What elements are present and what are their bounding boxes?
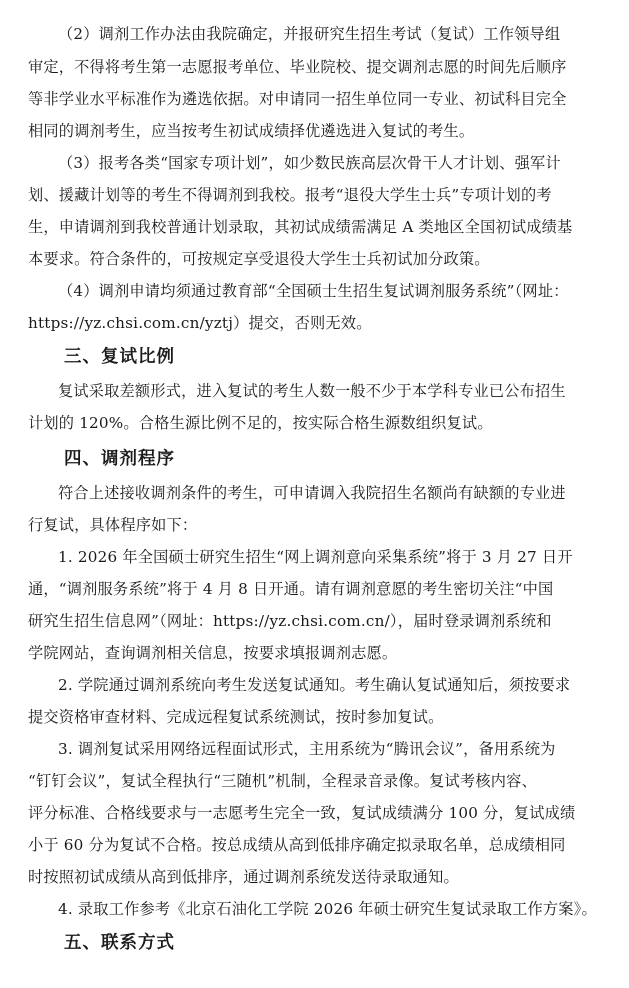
section-heading: 三、复试比例 [64, 347, 175, 367]
section-heading: 五、联系方式 [64, 933, 175, 953]
paragraph-line: 等非学业水平标准作为遴选依据。对申请同一招生单位同一专业、初试科目完全 [28, 90, 567, 108]
paragraph-line: 1. 2026 年全国硕士研究生招生“网上调剂意向采集系统”将于 3 月 27 日开 [58, 548, 573, 566]
paragraph-line: （2）调剂工作办法由我院确定，并报研究生招生考试（复试）工作领导组 [58, 25, 561, 43]
paragraph-line: 本要求。符合条件的，可按规定享受退役大学生士兵初试加分政策。 [28, 250, 490, 268]
paragraph-line: “钉钉会议”，复试全程执行“三随机”机制，全程录音录像。复试考核内容、 [28, 772, 537, 790]
paragraph-line: 划、援藏计划等的考生不得调剂到我校。报考“退役大学生士兵”专项计划的考 [28, 186, 552, 204]
paragraph-line: 评分标准、合格线要求与一志愿考生完全一致，复试成绩满分 100 分，复试成绩 [28, 804, 576, 822]
paragraph-line: （4）调剂申请均须通过教育部“全国硕士生招生复试调剂服务系统”（网址： [58, 282, 569, 300]
paragraph-line: 相同的调剂考生，应当按考生初试成绩择优遴选进入复试的考生。 [28, 122, 475, 140]
section-heading: 四、调剂程序 [64, 449, 175, 469]
paragraph-line: 符合上述接收调剂条件的考生，可申请调入我院招生名额尚有缺额的专业进 [58, 484, 566, 502]
paragraph-line: 3. 调剂复试采用网络远程面试形式，主用系统为“腾讯会议”，备用系统为 [58, 740, 556, 758]
paragraph-line: 生，申请调剂到我校普通计划录取，其初试成绩需满足 A 类地区全国初试成绩基 [28, 218, 573, 236]
paragraph-line: 提交资格审查材料、完成远程复试系统测试，按时参加复试。 [28, 708, 444, 726]
paragraph-line: 4. 录取工作参考《北京石油化工学院 2026 年硕士研究生复试录取工作方案》。 [58, 900, 597, 918]
paragraph-line: 研究生招生信息网”（网址：https://yz.chsi.com.cn/），届时登录调剂系统和 [28, 612, 552, 630]
paragraph-line: 复试采取差额形式，进入复试的考生人数一般不少于本学科专业已公布招生 [58, 382, 566, 400]
paragraph-line: 学院网站，查询调剂相关信息，按要求填报调剂志愿。 [28, 644, 398, 662]
paragraph-line: 审定，不得将考生第一志愿报考单位、毕业院校、提交调剂志愿的时间先后顺序 [28, 58, 567, 76]
paragraph-line: 2. 学院通过调剂系统向考生发送复试通知。考生确认复试通知后，须按要求 [58, 676, 571, 694]
paragraph-line: 计划的 120%。合格生源比例不足的，按实际合格生源数组织复试。 [28, 414, 493, 432]
paragraph-line: 时按照初试成绩从高到低排序，通过调剂系统发送待录取通知。 [28, 868, 459, 886]
paragraph-line: https://yz.chsi.com.cn/yztj）提交，否则无效。 [28, 314, 372, 332]
paragraph-line: （3）报考各类“国家专项计划”，如少数民族高层次骨干人才计划、强军计 [58, 154, 561, 172]
paragraph-line: 小于 60 分为复试不合格。按总成绩从高到低排序确定拟录取名单，总成绩相同 [28, 836, 566, 854]
paragraph-line: 行复试，具体程序如下： [28, 516, 198, 534]
paragraph-line: 通，“调剂服务系统”将于 4 月 8 日开通。请有调剂意愿的考生密切关注“中国 [28, 580, 554, 598]
